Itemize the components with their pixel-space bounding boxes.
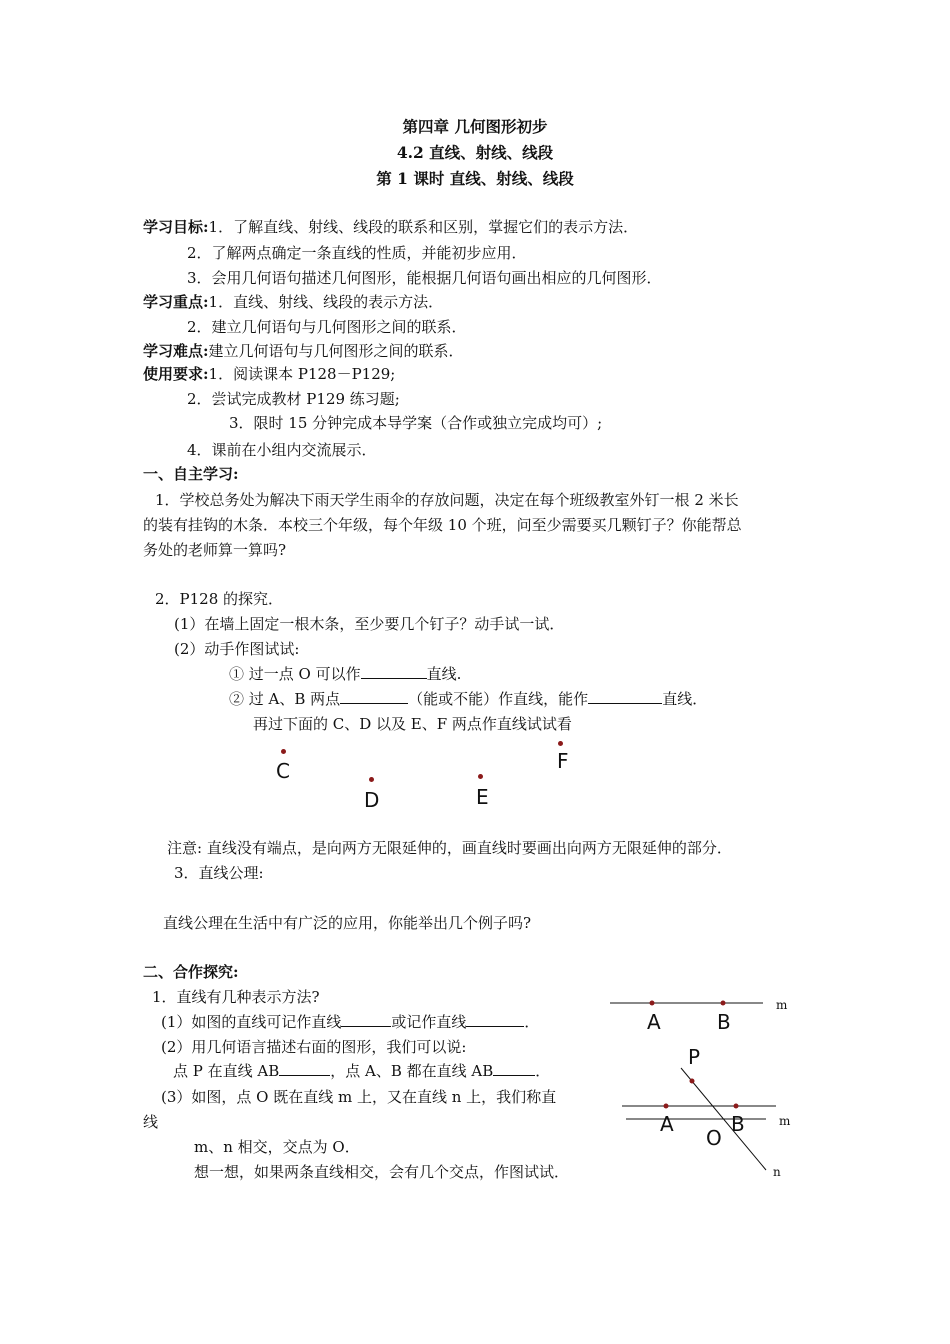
chapter-title: 第四章 几何图形初步	[402, 117, 548, 136]
fig1-point-a	[650, 1001, 655, 1006]
requirement-item: 4．课前在小组内交流展示．	[187, 441, 377, 459]
point-c-label: C	[276, 759, 290, 783]
fig1-label-a: A	[647, 1010, 661, 1034]
focus-label: 学习重点:	[143, 293, 209, 311]
requirements-label: 使用要求:	[143, 365, 209, 383]
coop-q1-1-middle: 或记作直线	[391, 1013, 467, 1031]
note-text: 注意: 直线没有端点，是向两方无限延伸的，画直线时要画出向两方无限延伸的部分．	[167, 839, 732, 857]
q2-a-suffix: 直线.	[426, 665, 462, 683]
fig2-label-n: n	[773, 1165, 781, 1179]
self-study-q2-2: (2）动手作图试试:	[174, 640, 300, 658]
coop-q1-2b-middle: ，点 A、B 都在直线 AB	[330, 1062, 494, 1080]
coop-q1-1-suffix: ．	[524, 1013, 540, 1031]
goal-item: 3．会用几何语句描述几何图形，能根据几何语句画出相应的几何图形．	[187, 269, 662, 287]
self-study-q2-title: 2．P128 的探究．	[155, 590, 284, 608]
difficulty-text: 建立几何语句与几何图形之间的联系．	[208, 342, 464, 360]
q2-a-prefix: ① 过一点 O 可以作	[229, 665, 361, 683]
self-study-q1-line: 的装有挂钩的木条．本校三个年级，每个年级 10 个班，问至少需要买几颗钉子？你能帮总	[143, 516, 742, 534]
requirement-item: 3．限时 15 分钟完成本导学案（合作或独立完成均可）;	[229, 414, 603, 432]
point-e-label: E	[476, 785, 489, 809]
cooperative-heading: 二、合作探究:	[143, 963, 239, 981]
coop-q1-3d: 想一想，如果两条直线相交，会有几个交点，作图试试．	[194, 1163, 570, 1181]
self-study-q1-line: 务处的老师算一算吗?	[143, 541, 287, 559]
self-study-q1-line: 1．学校总务处为解决下雨天学生雨伞的存放问题，决定在每个班级教室外钉一根 2 米长	[155, 491, 739, 509]
fig2-label-p: P	[688, 1045, 701, 1069]
coop-q1: 1．直线有几种表示方法?	[152, 988, 320, 1006]
fig2-label-m: m	[779, 1114, 791, 1128]
fig2-label-o: O	[706, 1126, 722, 1150]
goals-label: 学习目标:	[143, 218, 209, 236]
goal-item: 1．了解直线、射线、线段的联系和区别，掌握它们的表示方法．	[208, 218, 639, 236]
self-study-q2-1: (1）在墙上固定一根木条，至少要几个钉子？动手试一试．	[174, 615, 565, 633]
q2-b-suffix: 直线．	[662, 690, 708, 708]
coop-q1-1-prefix: (1）如图的直线可记作直线	[161, 1013, 342, 1031]
lesson-title: 第 1 课时 直线、射线、线段	[376, 169, 574, 188]
fig2-point-b	[734, 1104, 739, 1109]
fig1-label-b: B	[717, 1010, 731, 1034]
fig1-label-m: m	[776, 998, 788, 1012]
self-study-q3-follow: 直线公理在生活中有广泛的应用，你能举出几个例子吗?	[163, 914, 532, 932]
fig2-point-p	[690, 1079, 695, 1084]
focus-item: 2．建立几何语句与几何图形之间的联系．	[187, 318, 467, 336]
self-study-q3: 3．直线公理:	[174, 864, 264, 882]
q2-b-prefix: ② 过 A、B 两点	[229, 690, 341, 708]
fig2-label-b: B	[731, 1112, 745, 1136]
coop-q1-3c: m、n 相交，交点为 O．	[194, 1138, 360, 1156]
self-study-heading: 一、自主学习:	[143, 465, 239, 483]
section-title: 4.2 直线、射线、线段	[396, 143, 554, 162]
fig1-point-b	[721, 1001, 726, 1006]
q2-b-middle: （能或不能）作直线，能作	[408, 690, 589, 708]
point-f-label: F	[557, 749, 569, 773]
coop-q1-3a: (3）如图，点 O 既在直线 m 上，又在直线 n 上，我们称直	[161, 1088, 557, 1106]
requirement-item: 1．阅读课本 P128－P129;	[208, 365, 396, 383]
requirement-item: 2．尝试完成教材 P129 练习题;	[187, 390, 400, 408]
fig2-label-a: A	[660, 1112, 674, 1136]
goal-item: 2．了解两点确定一条直线的性质，并能初步应用．	[187, 244, 527, 262]
point-d-label: D	[364, 788, 380, 812]
coop-q1-2b-prefix: 点 P 在直线 AB	[173, 1062, 280, 1080]
coop-q1-2: (2）用几何语言描述右面的图形，我们可以说:	[161, 1038, 467, 1056]
coop-q1-3b: 线	[143, 1113, 159, 1131]
difficulty-label: 学习难点:	[143, 342, 209, 360]
self-study-q2-c: 再过下面的 C、D 以及 E、F 两点作直线试试看	[253, 715, 572, 733]
focus-item: 1．直线、射线、线段的表示方法．	[208, 293, 444, 311]
fig2-point-a	[664, 1104, 669, 1109]
coop-q1-2b-suffix: ．	[535, 1062, 551, 1080]
